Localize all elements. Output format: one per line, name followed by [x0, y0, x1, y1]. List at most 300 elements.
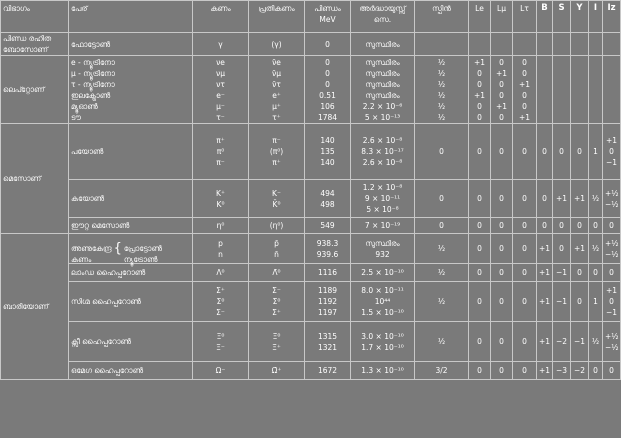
cell-lifetime [351, 264, 415, 282]
lifetime-value: 1.2 × 10⁻⁸ [362, 183, 403, 192]
lmu-value: 0 [499, 79, 504, 89]
cell-s [553, 180, 571, 218]
cell-le [469, 56, 491, 124]
lmu-value: 0 [499, 194, 504, 203]
cell-y [571, 218, 589, 234]
lifetime-value: 2.6 × 10⁻⁸ [362, 158, 403, 167]
category-cell: ലെപ്റ്റോണ് [1, 56, 69, 124]
particle-value: Σ⁺ [216, 286, 225, 295]
cell-s [553, 33, 571, 56]
header-mass: പിണ്ഡം MeV [305, 1, 351, 33]
lmu-value: 0 [499, 366, 504, 375]
antiparticle-value: (γ) [271, 39, 282, 49]
cell-iz [603, 218, 621, 234]
le-value: 0 [477, 297, 482, 306]
cell-le [469, 218, 491, 234]
lifetime-value: സുസ്ഥിരം [365, 57, 400, 67]
le-value: 0 [477, 366, 482, 375]
mass-value: 0 [325, 57, 330, 67]
lifetime-value: 7 × 10⁻¹⁹ [364, 221, 401, 230]
mass-value: 1321 [317, 342, 338, 352]
header-row [1, 1, 621, 33]
cell-ltau [513, 234, 537, 264]
cell-le [469, 322, 491, 362]
mass-value: 0 [325, 79, 330, 89]
le-value: 0 [477, 112, 482, 122]
y-value [573, 39, 586, 50]
cell-particle [193, 124, 249, 180]
iz-value: 0 [609, 297, 614, 306]
particle-name: μ - ന്യൂട്രിനോ [71, 68, 115, 78]
b-value [539, 84, 550, 95]
header-b: B [537, 1, 553, 33]
table-row [1, 124, 621, 180]
cell-y [571, 362, 589, 380]
particle-value: π⁻ [216, 158, 225, 167]
cell-mass [305, 33, 351, 56]
header-s: S [553, 1, 571, 33]
spin-value: 0 [439, 194, 444, 203]
cell-i [589, 56, 603, 124]
iz-value: 0 [609, 147, 614, 156]
particle-value: Ξ⁰ [216, 331, 225, 341]
particle-name: e - ന്യൂട്രിനോ [71, 57, 115, 67]
cell-particle [193, 218, 249, 234]
particle-value: τ⁻ [216, 112, 225, 122]
y-value [573, 84, 586, 95]
antiparticle-value: π⁻ [272, 136, 281, 145]
mass-value: 1672 [317, 366, 338, 375]
particle-value: Λ⁰ [216, 268, 225, 277]
cell-ltau [513, 124, 537, 180]
cell-le [469, 124, 491, 180]
lifetime-value: 8.3 × 10⁻¹⁷ [361, 147, 404, 156]
ltau-value: +1 [518, 112, 531, 122]
cell-lmu [491, 33, 513, 56]
cell-antiparticle [249, 282, 305, 322]
cell-b [537, 33, 553, 56]
header-ltau: Lτ [513, 1, 537, 33]
particle-name: ക്സീ ഹൈപ്പറോൺ [71, 337, 131, 346]
cell-y [571, 264, 589, 282]
lifetime-value: 1.7 × 10⁻¹⁰ [361, 342, 404, 352]
antiparticle-value: (η⁰) [269, 221, 284, 230]
cell-y [571, 124, 589, 180]
cell-iz [603, 264, 621, 282]
particle-name: ഒമേഗ ഹൈപ്പറോൺ [71, 366, 144, 375]
y-value: 0 [577, 268, 582, 277]
table-row [1, 180, 621, 218]
mass-value: 106 [320, 101, 335, 111]
spin-value: ½ [437, 337, 446, 346]
cell-i [589, 362, 603, 380]
header-y: Y [571, 1, 589, 33]
particle-value: K⁺ [216, 188, 225, 198]
b-value: +1 [539, 268, 551, 277]
iz-value: −½ [605, 199, 619, 209]
header-name: പേര് [69, 1, 193, 33]
particle-name-cell [69, 180, 193, 218]
y-value: 0 [577, 221, 582, 230]
cell-ltau [513, 264, 537, 282]
antiparticle-value: ν̄τ [272, 79, 281, 89]
ltau-value: 0 [522, 297, 527, 306]
cell-mass [305, 282, 351, 322]
ltau-value: 0 [522, 194, 527, 203]
cell-lmu [491, 180, 513, 218]
particle-name: ഇലക്ട്രോൺ [71, 90, 111, 100]
ltau-value [515, 39, 534, 50]
antiparticle-value: (π⁰) [269, 147, 284, 156]
ltau-value: 0 [522, 366, 527, 375]
lmu-value: 0 [499, 221, 504, 230]
iz-value: −½ [605, 342, 619, 352]
spin-value [417, 39, 466, 50]
cell-lmu [491, 234, 513, 264]
lifetime-value: 1.5 × 10⁻¹⁰ [361, 308, 404, 317]
spin-value: ½ [437, 57, 446, 67]
cell-mass [305, 56, 351, 124]
cell-y [571, 180, 589, 218]
cell-antiparticle [249, 218, 305, 234]
antiparticle-value: e⁺ [272, 90, 281, 100]
cell-i [589, 322, 603, 362]
header-le: Le [469, 1, 491, 33]
b-value: +1 [539, 366, 551, 375]
cell-le [469, 362, 491, 380]
ltau-value: +1 [518, 79, 531, 89]
s-value [555, 39, 568, 50]
antiparticle-value: Σ̄⁰ [272, 297, 281, 306]
cell-ltau [513, 322, 537, 362]
mass-value: 135 [320, 147, 335, 156]
lifetime-value: സുസ്ഥിരം [365, 90, 400, 100]
cell-particle [193, 264, 249, 282]
ltau-value: 0 [522, 57, 527, 67]
cell-b [537, 322, 553, 362]
cell-ltau [513, 282, 537, 322]
header-antiparticle: പ്രതികണം [249, 1, 305, 33]
particle-value: ντ [216, 79, 225, 89]
cell-lifetime [351, 218, 415, 234]
cell-iz [603, 33, 621, 56]
le-value: +1 [473, 57, 486, 67]
le-value: 0 [477, 244, 482, 253]
s-value [555, 84, 568, 95]
b-value: 0 [542, 221, 547, 230]
cell-iz [603, 322, 621, 362]
particle-value: η⁰ [216, 221, 225, 230]
iz-value [605, 39, 618, 50]
iz-value: +½ [605, 331, 619, 341]
iz-value: +½ [605, 188, 619, 198]
i-value [591, 84, 600, 95]
spin-value: ½ [437, 90, 446, 100]
particle-name-cell [69, 322, 193, 362]
cell-lmu [491, 56, 513, 124]
category-cell: മെസോണ് [1, 124, 69, 234]
particle-value: μ⁻ [216, 101, 225, 111]
le-value: 0 [477, 147, 482, 156]
cell-spin [415, 33, 469, 56]
le-value: 0 [477, 101, 482, 111]
cell-antiparticle [249, 362, 305, 380]
particle-name-cell [69, 33, 193, 56]
s-value: −2 [555, 337, 568, 346]
cell-particle [193, 180, 249, 218]
particle-value: n [218, 249, 223, 259]
mass-value: 498 [320, 199, 335, 209]
particle-value: Ξ⁻ [216, 342, 225, 352]
lifetime-value: 9 × 10⁻¹¹ [364, 194, 401, 203]
y-value: −1 [573, 337, 586, 346]
le-value: 0 [477, 68, 482, 78]
cell-lifetime [351, 56, 415, 124]
iz-value: +½ [605, 238, 619, 248]
i-value [591, 39, 600, 50]
particle-name-cell [69, 124, 193, 180]
i-value: 1 [593, 147, 598, 156]
antiparticle-value: Σ̄⁻ [272, 286, 281, 295]
spin-value: 3/2 [435, 366, 448, 375]
ltau-value: 0 [522, 337, 527, 346]
spin-value: ½ [437, 297, 446, 306]
iz-value: 0 [609, 366, 614, 375]
le-value: 0 [477, 221, 482, 230]
cell-spin [415, 234, 469, 264]
particle-value: π⁺ [216, 136, 225, 145]
lmu-value [493, 39, 510, 50]
le-value [471, 39, 488, 50]
antiparticle-value: Λ̄⁰ [272, 268, 281, 277]
cell-lmu [491, 218, 513, 234]
particle-value: K⁰ [216, 199, 225, 209]
table-row [1, 362, 621, 380]
b-value: 0 [542, 194, 547, 203]
lifetime-value: 8.0 × 10⁻¹¹ [361, 286, 404, 295]
particle-name: കണം [71, 255, 92, 264]
lifetime-value: 2.2 × 10⁻⁶ [362, 101, 403, 111]
lifetime-value: 2.5 × 10⁻¹⁰ [361, 268, 404, 277]
particle-name: ഈറ്റ മെസോൺ [71, 221, 130, 230]
ltau-value: 0 [522, 268, 527, 277]
ltau-value: 0 [522, 244, 527, 253]
spin-value: ½ [437, 244, 446, 253]
cell-i [589, 33, 603, 56]
iz-value: −1 [605, 158, 618, 167]
cell-particle [193, 33, 249, 56]
cell-s [553, 282, 571, 322]
mass-value: 0 [325, 68, 330, 78]
cell-spin [415, 124, 469, 180]
header-spin: സ്പിൻ [415, 1, 469, 33]
cell-mass [305, 362, 351, 380]
particle-name: പയോൺ [71, 147, 104, 156]
cell-s [553, 218, 571, 234]
lifetime-value: 932 [375, 249, 390, 259]
antiparticle-value: n̄ [274, 249, 279, 259]
particle-name-cell [69, 264, 193, 282]
lmu-value: +1 [495, 68, 508, 78]
lifetime-value: 10⁴⁴ [374, 297, 391, 306]
cell-b [537, 56, 553, 124]
cell-b [537, 218, 553, 234]
mass-value: 938.3 [316, 238, 339, 248]
cell-antiparticle [249, 33, 305, 56]
cell-y [571, 322, 589, 362]
cell-antiparticle [249, 124, 305, 180]
iz-value: 0 [609, 221, 614, 230]
ltau-value: 0 [522, 221, 527, 230]
cell-ltau [513, 180, 537, 218]
cell-iz [603, 56, 621, 124]
header-particle: കണം [193, 1, 249, 33]
cell-y [571, 234, 589, 264]
cell-i [589, 264, 603, 282]
cell-mass [305, 264, 351, 282]
cell-i [589, 124, 603, 180]
cell-ltau [513, 362, 537, 380]
cell-le [469, 180, 491, 218]
particle-name: ഫോട്ടോൺ [71, 39, 111, 49]
ltau-value: 0 [522, 101, 527, 111]
particle-name: അണുകേന്ദ്ര [71, 244, 112, 253]
cell-ltau [513, 218, 537, 234]
particle-name: ടൗ [71, 112, 81, 122]
particle-name: ലാംഡ ഹൈപ്പറോൺ [71, 268, 146, 277]
mass-value: 1192 [317, 297, 338, 306]
lifetime-value: സുസ്ഥിരം [365, 68, 400, 78]
lifetime-value: 5 × 10⁻⁸ [366, 205, 399, 214]
cell-mass [305, 124, 351, 180]
antiparticle-value: Ω̄⁺ [271, 366, 282, 375]
lifetime-value: സുസ്ഥിരം [365, 39, 400, 49]
antiparticle-value: μ⁺ [272, 101, 281, 111]
cell-spin [415, 218, 469, 234]
mass-value: 1116 [317, 268, 338, 277]
b-value: +1 [539, 337, 551, 346]
i-value: 0 [593, 268, 598, 277]
cell-b [537, 362, 553, 380]
cell-lifetime [351, 282, 415, 322]
cell-spin [415, 322, 469, 362]
header-lifetime: അർദ്ധായുസ്സ് സെ. [351, 1, 415, 33]
le-value: 0 [477, 79, 482, 89]
cell-s [553, 362, 571, 380]
mass-value: 1784 [317, 112, 338, 122]
lifetime-value: 3.0 × 10⁻¹⁰ [361, 331, 404, 341]
particle-value: Ω⁻ [215, 366, 226, 375]
spin-value: 0 [439, 221, 444, 230]
cell-particle [193, 234, 249, 264]
mass-value: 1189 [317, 286, 338, 295]
s-value: 0 [559, 244, 564, 253]
le-value: +1 [473, 90, 486, 100]
cell-lmu [491, 124, 513, 180]
mass-value: 1315 [317, 331, 338, 341]
mass-value: 1197 [317, 308, 338, 317]
antiparticle-value: ν̄μ [272, 68, 281, 78]
cell-i [589, 218, 603, 234]
iz-value: −1 [605, 308, 618, 317]
table-row [1, 218, 621, 234]
cell-le [469, 264, 491, 282]
particle-name-cell [69, 56, 193, 124]
cell-s [553, 56, 571, 124]
lifetime-value: 1.3 × 10⁻¹⁰ [361, 366, 404, 375]
particle-value: Σ⁰ [216, 297, 225, 306]
lmu-value: 0 [499, 268, 504, 277]
antiparticle-value: p̄ [274, 238, 279, 248]
cell-lifetime [351, 234, 415, 264]
y-value: −2 [573, 366, 586, 375]
particle-value: Σ⁻ [216, 308, 225, 317]
cell-antiparticle [249, 234, 305, 264]
i-value: 1 [593, 297, 598, 306]
cell-s [553, 234, 571, 264]
particle-name: മ്യൂഓൺ [71, 101, 98, 111]
cell-le [469, 234, 491, 264]
s-value: 0 [559, 147, 564, 156]
cell-lmu [491, 362, 513, 380]
particle-name: τ - ന്യൂട്രിനോ [71, 79, 115, 89]
lifetime-value: 2.6 × 10⁻⁸ [362, 136, 403, 145]
particle-name-cell [69, 218, 193, 234]
brace-icon: { [113, 241, 122, 256]
i-value: ½ [591, 194, 600, 203]
antiparticle-value: K̄⁰ [272, 199, 281, 209]
cell-antiparticle [249, 56, 305, 124]
cell-i [589, 180, 603, 218]
header-lmu: Lμ [491, 1, 513, 33]
i-value: ½ [591, 244, 600, 253]
particle-value: p [218, 238, 223, 248]
lifetime-value: സുസ്ഥിരം [365, 238, 400, 248]
cell-spin [415, 264, 469, 282]
particle-subname: പ്രോട്ടോൺ [123, 244, 162, 253]
cell-antiparticle [249, 264, 305, 282]
cell-mass [305, 322, 351, 362]
iz-value: +1 [605, 136, 618, 145]
cell-b [537, 264, 553, 282]
cell-y [571, 56, 589, 124]
s-value: −1 [555, 297, 568, 306]
spin-value: 0 [439, 147, 444, 156]
mass-value: 494 [320, 188, 335, 198]
cell-iz [603, 124, 621, 180]
spin-value: ½ [437, 68, 446, 78]
cell-b [537, 180, 553, 218]
iz-value: +1 [605, 286, 618, 295]
table-row [1, 322, 621, 362]
cell-spin [415, 180, 469, 218]
cell-iz [603, 362, 621, 380]
antiparticle-value: Ξ̄⁺ [272, 342, 281, 352]
particle-name: സിഗ്മ ഹൈപ്പറോൺ [71, 297, 141, 306]
i-value: 0 [593, 366, 598, 375]
iz-value: 0 [609, 268, 614, 277]
ltau-value: 0 [522, 147, 527, 156]
s-value: +1 [555, 194, 568, 203]
cell-mass [305, 218, 351, 234]
cell-lmu [491, 322, 513, 362]
ltau-value: 0 [522, 90, 527, 100]
cell-lifetime [351, 124, 415, 180]
particle-value: e⁻ [216, 90, 225, 100]
s-value: −1 [555, 268, 568, 277]
s-value: −3 [555, 366, 568, 375]
lmu-value: 0 [499, 57, 504, 67]
